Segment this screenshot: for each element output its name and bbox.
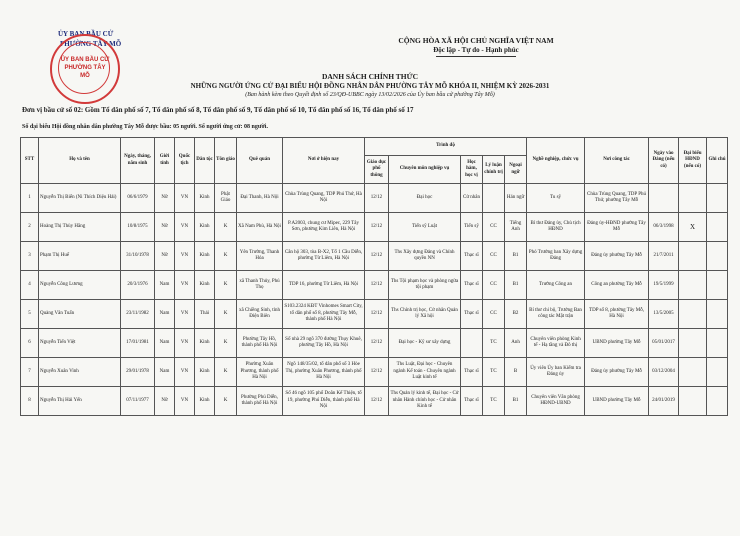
col-header-degree: Học hàm, học vị xyxy=(461,156,483,184)
cell-name: Nguyễn Thị Hải Yến xyxy=(39,387,121,416)
table-row xyxy=(21,300,728,329)
cell-prev-delegate xyxy=(679,242,707,271)
cell-prev-delegate xyxy=(679,300,707,329)
cell-nationality: VN xyxy=(175,329,195,358)
cell-ethnicity: Kinh xyxy=(195,242,215,271)
col-header-language: Ngoại ngữ xyxy=(505,156,527,184)
document-title: DANH SÁCH CHÍNH THỨC xyxy=(321,72,419,81)
cell-general-edu: 12/12 xyxy=(365,300,389,329)
cell-hometown: Phường Xuân Phương, thành phố Hà Nội xyxy=(237,358,283,387)
cell-party-date: 13/5/2005 xyxy=(649,300,679,329)
cell-gender: Nam xyxy=(155,300,175,329)
cell-party-date: 06/3/1998 xyxy=(649,213,679,242)
cell-prev-delegate xyxy=(679,329,707,358)
cell-general-edu: 12/12 xyxy=(365,358,389,387)
cell-degree: Thạc sĩ xyxy=(461,300,483,329)
cell-stt: 2 xyxy=(21,213,39,242)
cell-language: Hán ngữ xyxy=(505,184,527,213)
cell-ethnicity: Thái xyxy=(195,300,215,329)
cell-language: B2 xyxy=(505,300,527,329)
cell-dob: 06/6/1979 xyxy=(121,184,155,213)
cell-note xyxy=(707,358,728,387)
table-row xyxy=(21,387,728,416)
cell-job: Chuyên viên Văn phòng HĐND-UBND xyxy=(527,387,585,416)
cell-ethnicity: Kinh xyxy=(195,358,215,387)
cell-gender: Nam xyxy=(155,329,175,358)
col-header-stt: STT xyxy=(21,138,39,184)
cell-language: B1 xyxy=(505,387,527,416)
table-row xyxy=(21,213,728,242)
cell-workplace: Đảng ủy phường Tây Mỗ xyxy=(585,242,649,271)
cell-residence: Ngõ 148/35/02, tổ dân phố số 3 Hòe Thị, phường Xuân Phương, thành phố Hà Nội xyxy=(283,358,365,387)
cell-party-date: 03/12/2004 xyxy=(649,358,679,387)
cell-nationality: VN xyxy=(175,300,195,329)
cell-job: Tu sỹ xyxy=(527,184,585,213)
table-row xyxy=(21,329,728,358)
cell-workplace: Công an phường Tây Mỗ xyxy=(585,271,649,300)
col-header-workplace: Nơi công tác xyxy=(585,138,649,184)
cell-hometown: Xã Nam Phù, Hà Nội xyxy=(237,213,283,242)
col-header-residence: Nơi ở hiện nay xyxy=(283,138,365,184)
cell-note xyxy=(707,184,728,213)
cell-name: Nguyễn Tiến Việt xyxy=(39,329,121,358)
cell-degree: Thạc sĩ xyxy=(461,271,483,300)
cell-prev-delegate xyxy=(679,271,707,300)
cell-stt: 7 xyxy=(21,358,39,387)
cell-residence: Số nhà 29 ngõ 370 đường Thụy Khuê, phường Tây Hồ, Hà Nội xyxy=(283,329,365,358)
cell-political: CC xyxy=(483,242,505,271)
cell-name: Hoàng Thị Thùy Hằng xyxy=(39,213,121,242)
cell-specialty: Tiến sỹ Luật xyxy=(389,213,461,242)
col-header-ethnicity: Dân tộc xyxy=(195,138,215,184)
cell-dob: 29/01/1978 xyxy=(121,358,155,387)
cell-general-edu: 12/12 xyxy=(365,242,389,271)
cell-dob: 20/3/1976 xyxy=(121,271,155,300)
table-row xyxy=(21,184,728,213)
cell-stt: 3 xyxy=(21,242,39,271)
col-header-political: Lý luận chính trị xyxy=(483,156,505,184)
cell-religion: K xyxy=(215,300,237,329)
cell-workplace: Đảng ủy phường Tây Mỗ xyxy=(585,358,649,387)
cell-workplace: Chùa Trùng Quang, TDP Phú Thứ, phường Tây Mỗ xyxy=(585,184,649,213)
cell-gender: Nữ xyxy=(155,387,175,416)
cell-name: Phạm Thị Huế xyxy=(39,242,121,271)
cell-political: CC xyxy=(483,213,505,242)
cell-gender: Nữ xyxy=(155,242,175,271)
cell-degree xyxy=(461,329,483,358)
cell-residence: Căn hộ 303, tòa B-X2, Tổ 1 Cầu Diễn, phường Từ Liêm, Hà Nội xyxy=(283,242,365,271)
cell-degree: Thạc sĩ xyxy=(461,242,483,271)
cell-religion: Phật Giáo xyxy=(215,184,237,213)
col-header-name: Họ và tên xyxy=(39,138,121,184)
cell-stt: 6 xyxy=(21,329,39,358)
cell-degree: Thạc sĩ xyxy=(461,358,483,387)
col-header-dob: Ngày, tháng, năm sinh xyxy=(121,138,155,184)
document-subtitle: NHỮNG NGƯỜI ỨNG CỬ ĐẠI BIỂU HỘI ĐỒNG NHÂN DÂN PHƯỜNG TÂY MỖ KHÓA II, NHIỆM KỲ 2026-2031 xyxy=(190,82,550,90)
cell-gender: Nữ xyxy=(155,184,175,213)
republic-name: CỘNG HÒA XÃ HỘI CHỦ NGHĨA VIỆT NAM xyxy=(398,36,554,45)
cell-language: B1 xyxy=(505,271,527,300)
col-header-religion: Tôn giáo xyxy=(215,138,237,184)
cell-stt: 4 xyxy=(21,271,39,300)
cell-hometown: Yên Trường, Thanh Hóa xyxy=(237,242,283,271)
cell-general-edu: 12/12 xyxy=(365,387,389,416)
delegate-count-line: Số đại biểu Hội đồng nhân dân phường Tây Mỗ được bầu: 05 người. Số người ứng cử: 08 người. xyxy=(22,124,268,130)
cell-degree: Thạc sĩ xyxy=(461,387,483,416)
cell-prev-delegate xyxy=(679,184,707,213)
cell-degree: Cử nhân xyxy=(461,184,483,213)
cell-residence: S103.2324 KĐT Vinhomes Smart City, tổ dân phố số 8, phường Tây Mỗ, thành phố Hà Nội xyxy=(283,300,365,329)
cell-stt: 8 xyxy=(21,387,39,416)
seal-text: ỦY BAN BẦU CỬ PHƯỜNG TÂY MỖ xyxy=(60,57,110,79)
cell-workplace: UBND phường Tây Mỗ xyxy=(585,329,649,358)
cell-party-date: 19/5/1999 xyxy=(649,271,679,300)
candidate-rows xyxy=(21,184,728,416)
cell-nationality: VN xyxy=(175,271,195,300)
cell-stt: 5 xyxy=(21,300,39,329)
table-row xyxy=(21,242,728,271)
cell-gender: Nữ xyxy=(155,213,175,242)
cell-note xyxy=(707,271,728,300)
cell-dob: 07/11/1977 xyxy=(121,387,155,416)
cell-political: TC xyxy=(483,329,505,358)
cell-general-edu: 12/12 xyxy=(365,213,389,242)
cell-workplace: UBND phường Tây Mỗ xyxy=(585,387,649,416)
col-header-education-group: Trình độ xyxy=(365,138,527,156)
table-row xyxy=(21,271,728,300)
cell-hometown: xã Thanh Thủy, Phú Thọ xyxy=(237,271,283,300)
national-motto: Độc lập - Tự do - Hạnh phúc xyxy=(433,46,519,54)
cell-specialty: Ths Chính trị học, Cử nhân Quản lý Xã hội xyxy=(389,300,461,329)
cell-ethnicity: Kinh xyxy=(195,329,215,358)
col-header-gender: Giới tính xyxy=(155,138,175,184)
cell-language: Anh xyxy=(505,329,527,358)
col-header-general-edu: Giáo dục phổ thông xyxy=(365,156,389,184)
cell-specialty: Ths Tội phạm học và phòng ngừa tội phạm xyxy=(389,271,461,300)
cell-note xyxy=(707,329,728,358)
cell-political: TC xyxy=(483,358,505,387)
cell-nationality: VN xyxy=(175,213,195,242)
cell-name: Nguyễn Công Lương xyxy=(39,271,121,300)
org-name-line2: PHƯỜNG TÂY MỖ xyxy=(60,40,122,48)
cell-specialty: Đại học xyxy=(389,184,461,213)
cell-workplace: Đảng ủy-HĐND phường Tây Mỗ xyxy=(585,213,649,242)
cell-dob: 17/01/1981 xyxy=(121,329,155,358)
col-header-party-date: Ngày vào Đảng (nếu có) xyxy=(649,138,679,184)
cell-note xyxy=(707,300,728,329)
document-decision-note: (Ban hành kèm theo Quyết định số 23/QĐ-UBBC ngày 13/02/2026 của Ủy ban bầu cử phường Tây Mỗ) xyxy=(245,92,495,98)
cell-dob: 31/10/1978 xyxy=(121,242,155,271)
cell-nationality: VN xyxy=(175,358,195,387)
cell-religion: K xyxy=(215,358,237,387)
cell-specialty: Ths Luật, Đại học - Chuyên ngành Kế toán - Chuyên ngành Luật kinh tế xyxy=(389,358,461,387)
cell-prev-delegate xyxy=(679,358,707,387)
cell-ethnicity: Kinh xyxy=(195,184,215,213)
cell-nationality: VN xyxy=(175,184,195,213)
cell-note xyxy=(707,387,728,416)
col-header-prev-delegate: Đại biểu HĐND (nếu có) xyxy=(679,138,707,184)
cell-religion: K xyxy=(215,242,237,271)
col-header-nationality: Quốc tịch xyxy=(175,138,195,184)
cell-specialty: Đại học - Kỹ sư xây dựng xyxy=(389,329,461,358)
cell-political: CC xyxy=(483,271,505,300)
cell-general-edu: 12/12 xyxy=(365,271,389,300)
electoral-unit-line: Đơn vị bầu cử số 02: Gồm Tổ dân phố số 7, Tổ dân phố số 8, Tổ dân phố số 9, Tổ dân phố số 10, Tổ dân phố số 16, Tổ dân phố số 17 xyxy=(22,106,414,114)
org-name-line1: ỦY BAN BẦU CỬ xyxy=(58,30,114,38)
cell-nationality: VN xyxy=(175,242,195,271)
cell-dob: 23/11/1982 xyxy=(121,300,155,329)
cell-dob: 10/8/1975 xyxy=(121,213,155,242)
cell-general-edu: 12/12 xyxy=(365,184,389,213)
motto-underline xyxy=(436,56,516,57)
col-header-specialty: Chuyên môn nghiệp vụ xyxy=(389,156,461,184)
cell-note xyxy=(707,213,728,242)
cell-gender: Nam xyxy=(155,358,175,387)
cell-job: Ủy viên Ủy ban Kiểm tra Đảng ủy xyxy=(527,358,585,387)
cell-political xyxy=(483,184,505,213)
cell-gender: Nam xyxy=(155,271,175,300)
cell-hometown: Đại Thanh, Hà Nội xyxy=(237,184,283,213)
cell-political: CC xyxy=(483,300,505,329)
cell-language: B xyxy=(505,358,527,387)
cell-name: Nguyễn Xuân Vinh xyxy=(39,358,121,387)
cell-language: B1 xyxy=(505,242,527,271)
cell-job: Trưởng Công an xyxy=(527,271,585,300)
cell-residence: P.A2003, chung cư Mipec, 229 Tây Sơn, phường Kim Liên, Hà Nội xyxy=(283,213,365,242)
cell-job: Chuyên viên phòng Kinh tế - Hạ tầng và Đô thị xyxy=(527,329,585,358)
col-header-job: Nghề nghiệp, chức vụ xyxy=(527,138,585,184)
cell-prev-delegate: X xyxy=(679,213,707,242)
cell-specialty: Ths Xây dựng Đảng và Chính quyền NN xyxy=(389,242,461,271)
cell-nationality: VN xyxy=(175,387,195,416)
cell-degree: Tiến sỹ xyxy=(461,213,483,242)
col-header-hometown: Quê quán xyxy=(237,138,283,184)
cell-job: Bí thư Đảng ủy, Chủ tịch HĐND xyxy=(527,213,585,242)
cell-religion: K xyxy=(215,387,237,416)
cell-workplace: TDP số 8, phường Tây Mỗ, Hà Nội xyxy=(585,300,649,329)
cell-residence: Số 46 ngõ 105 phố Doãn Kế Thiện, tổ 19, phường Phú Diễn, thành phố Hà Nội xyxy=(283,387,365,416)
cell-hometown: Phường Phú Diễn, thành phố Hà Nội xyxy=(237,387,283,416)
cell-general-edu: 12/12 xyxy=(365,329,389,358)
cell-hometown: xã Chiềng Sinh, tỉnh Điện Biên xyxy=(237,300,283,329)
table-header-row xyxy=(21,138,728,156)
cell-religion: K xyxy=(215,213,237,242)
cell-hometown: Phường Tây Hồ, thành phố Hà Nội xyxy=(237,329,283,358)
cell-language: Tiếng Anh xyxy=(505,213,527,242)
cell-party-date: 24/01/2019 xyxy=(649,387,679,416)
col-header-note: Ghi chú xyxy=(707,138,728,184)
cell-residence: Chùa Trùng Quang, TDP Phú Thứ, Hà Nội xyxy=(283,184,365,213)
cell-ethnicity: Kinh xyxy=(195,213,215,242)
cell-political: TC xyxy=(483,387,505,416)
cell-residence: TDP 16, phường Từ Liêm, Hà Nội xyxy=(283,271,365,300)
cell-religion: K xyxy=(215,329,237,358)
cell-prev-delegate xyxy=(679,387,707,416)
cell-party-date: 05/01/2017 xyxy=(649,329,679,358)
candidate-table xyxy=(20,137,728,416)
cell-specialty: Ths Quản lý kinh tế, Đại học - Cử nhân Hành chính học - Cử nhân Kinh tế xyxy=(389,387,461,416)
table-row xyxy=(21,358,728,387)
cell-job: Phó Trưởng ban Xây dựng Đảng xyxy=(527,242,585,271)
cell-ethnicity: Kinh xyxy=(195,387,215,416)
cell-party-date xyxy=(649,184,679,213)
cell-name: Nguyễn Thị Biển (Ni Thích Diệu Hải) xyxy=(39,184,121,213)
cell-note xyxy=(707,242,728,271)
cell-party-date: 21/7/2011 xyxy=(649,242,679,271)
cell-religion: K xyxy=(215,271,237,300)
cell-stt: 1 xyxy=(21,184,39,213)
cell-ethnicity: Kinh xyxy=(195,271,215,300)
cell-name: Quàng Văn Tuấn xyxy=(39,300,121,329)
cell-job: Bí thư chi bộ, Trưởng Ban công tác Mặt trận xyxy=(527,300,585,329)
